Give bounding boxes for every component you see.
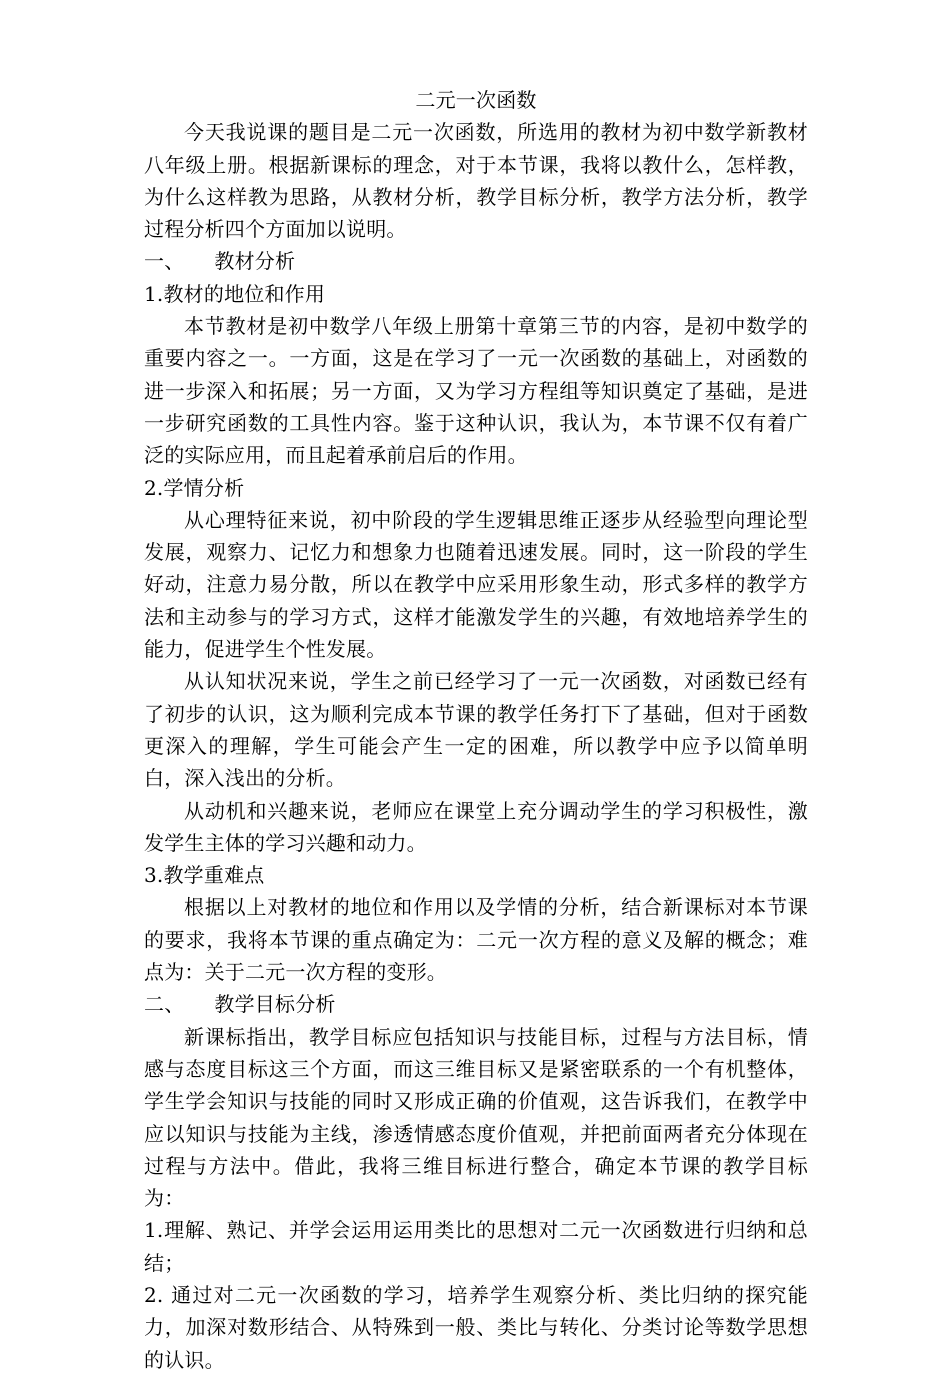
paragraph: 从认知状况来说，学生之前已经学习了一元一次函数，对函数已经有了初步的认识，这为顺利完成本节课的教学任务打下了基础，但对于函数更深入的理解，学生可能会产生一定的困难，所以教学中应予以简单明白，深入浅出的分析。 xyxy=(144,669,808,791)
subsection-heading: 1.教材的地位和作用 xyxy=(144,281,326,306)
section-heading-1 xyxy=(144,245,808,277)
paragraph: 本节教材是初中数学八年级上册第十章第三节的内容，是初中数学的重要内容之一。一方面，这是在学习了一元一次函数的基础上，对函数的进一步深入和拓展；另一方面，又为学习方程组等知识奠定了基础，是进一步研究函数的工具性内容。鉴于这种认识，我认为，本节课不仅有着广泛的实际应用，而且起着承前启后的作用。 xyxy=(144,314,808,468)
section-number: 一、 xyxy=(144,249,185,274)
subsection-heading: 2.学情分析 xyxy=(144,475,245,500)
paragraph: 新课标指出，教学目标应包括知识与技能目标，过程与方法目标，情感与态度目标这三个方面，而这三维目标又是紧密联系的一个有机整体，学生学会知识与技能的同时又形成正确的价值观，这告诉我们，在教学中应以知识与技能为主线，渗透情感态度价值观，并把前面两者充分体现在过程与方法中。借此，我将三维目标进行整合，确定本节课的教学目标为： xyxy=(144,1024,808,1211)
paragraph: 根据以上对教材的地位和作用以及学情的分析，结合新课标对本节课的要求，我将本节课的重点确定为：二元一次方程的意义及解的概念；难点为：关于二元一次方程的变形。 xyxy=(144,895,808,985)
section-heading-2 xyxy=(144,988,808,1020)
subsection-heading: 3.教学重难点 xyxy=(144,863,265,888)
document-title: 二元一次函数 xyxy=(415,88,537,112)
intro-paragraph: 今天我说课的题目是二元一次函数，所选用的教材为初中数学新教材八年级上册。根据新课标的理念，对于本节课，我将以教什么，怎样教，为什么这样教为思路，从教材分析，教学目标分析，教学方法分析，教学过程分析四个方面加以说明。 xyxy=(144,120,808,242)
list-item: 1.理解、熟记、并学会运用运用类比的思想对二元一次函数进行归纳和总结； xyxy=(144,1218,808,1275)
section-title: 教学目标分析 xyxy=(214,992,336,1017)
section-number: 二、 xyxy=(144,992,185,1017)
section-title: 教材分析 xyxy=(214,249,296,274)
document-page xyxy=(144,84,808,1376)
paragraph: 从动机和兴趣来说，老师应在课堂上充分调动学生的学习积极性，激发学生主体的学习兴趣和动力。 xyxy=(144,798,808,855)
list-item: 2. 通过对二元一次函数的学习，培养学生观察分析、类比归纳的探究能力，加深对数形结合、从特殊到一般、类比与转化、分类讨论等数学思想的认识。 xyxy=(144,1282,808,1372)
paragraph: 从心理特征来说，初中阶段的学生逻辑思维正逐步从经验型向理论型发展，观察力、记忆力和想象力也随着迅速发展。同时，这一阶段的学生好动，注意力易分散，所以在教学中应采用形象生动，形式多样的教学方法和主动参与的学习方式，这样才能激发学生的兴趣，有效地培养学生的能力，促进学生个性发展。 xyxy=(144,507,808,662)
